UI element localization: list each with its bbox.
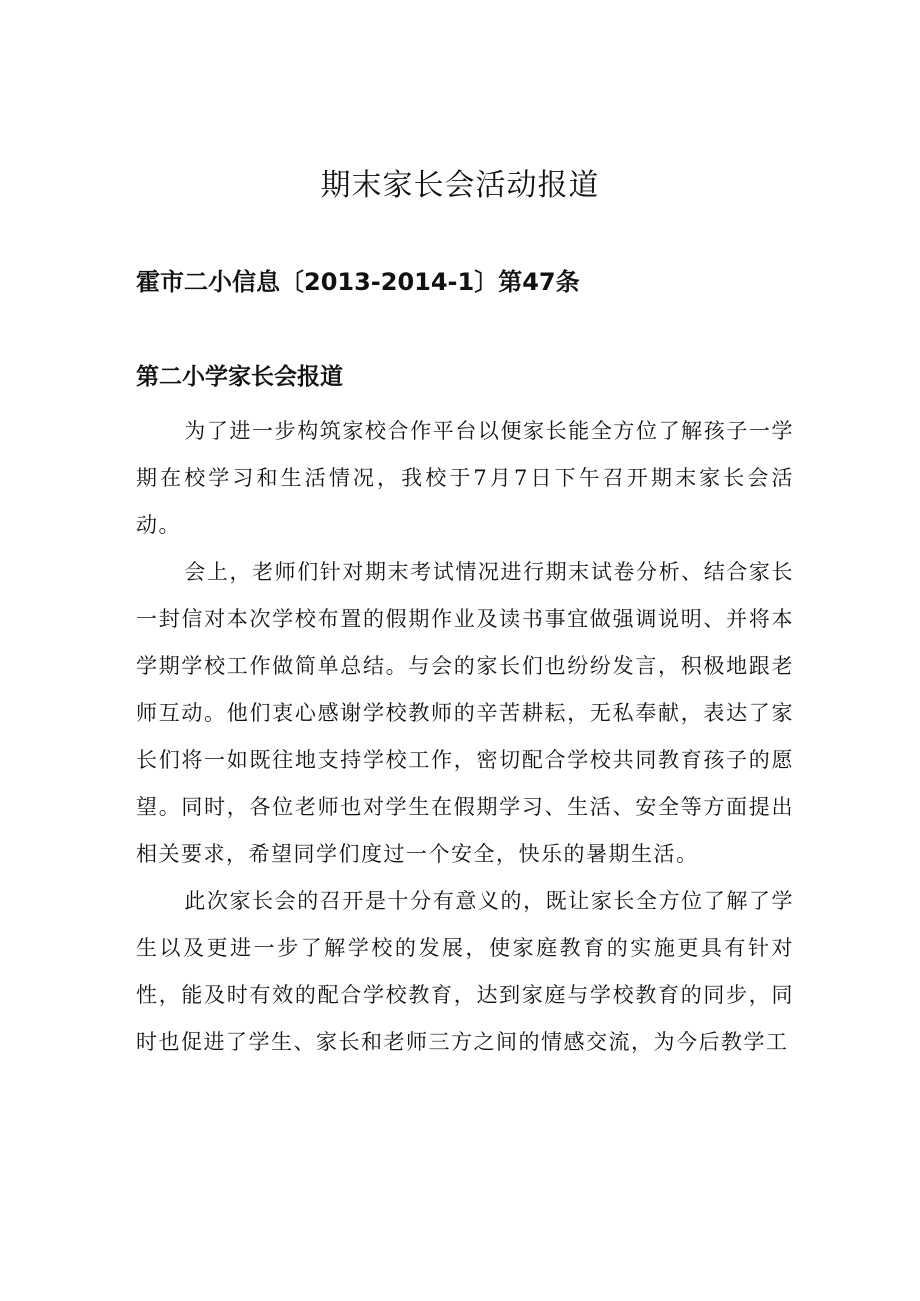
paragraph-3: 此次家长会的召开是十分有意义的，既让家长全方位了解了学生以及更进一步了解学校的发展，使家庭教育的实施更具有针对性，能及时有效的配合学校教育，达到家庭与学校教育的同步，同时也促进了学生、家长和老师三方之间的情感交流，为今后教学工 bbox=[136, 889, 794, 1054]
issue-line: 霍市二小信息〔2013-2014-1〕第47条 bbox=[136, 268, 580, 296]
paragraph-1: 为了进一步构筑家校合作平台以便家长能全方位了解孩子一学期在校学习和生活情况，我校于7月7日下午召开期末家长会活动。 bbox=[136, 419, 794, 537]
section-heading: 第二小学家长会报道 bbox=[136, 364, 343, 390]
document-body bbox=[136, 408, 794, 1066]
document-title: 期末家长会活动报道 bbox=[320, 168, 600, 203]
paragraph-2: 会上，老师们针对期末考试情况进行期末试卷分析、结合家长一封信对本次学校布置的假期作业及读书事宜做强调说明、并将本学期学校工作做简单总结。与会的家长们也纷纷发言，积极地跟老师互动。他们衷心感谢学校教师的辛苦耕耘，无私奉献，表达了家长们将一如既往地支持学校工作，密切配合学校共同教育孩子的愿望。同时，各位老师也对学生在假期学习、生活、安全等方面提出相关要求，希望同学们度过一个安全，快乐的暑期生活。 bbox=[136, 560, 794, 866]
